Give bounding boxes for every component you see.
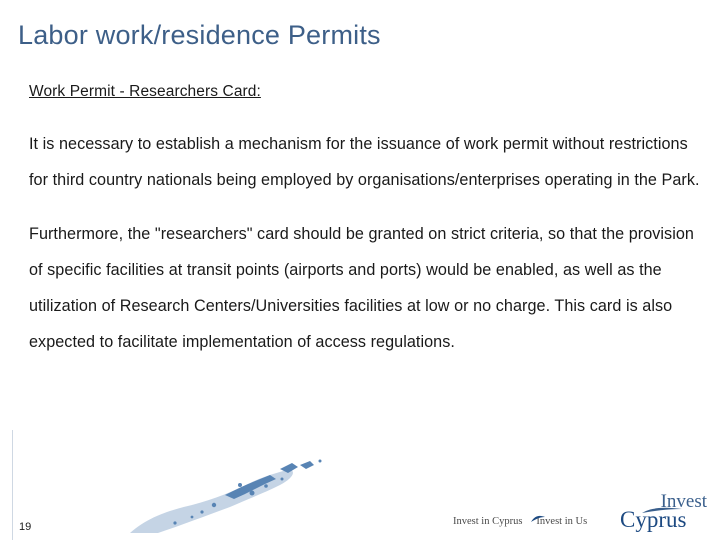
slide-content bbox=[29, 83, 701, 378]
page-number-divider bbox=[12, 430, 13, 540]
slide-title: Labor work/residence Permits bbox=[18, 20, 381, 50]
logo-bottom-text: Cyprus bbox=[620, 507, 687, 532]
logo-mark-icon bbox=[642, 507, 682, 515]
swoosh-icon bbox=[531, 514, 545, 524]
tagline-left: Invest in Cyprus bbox=[453, 516, 523, 527]
tagline-right: Invest in Us bbox=[536, 516, 588, 527]
map-of-cyprus-graphic bbox=[130, 455, 430, 540]
invest-cyprus-logo bbox=[620, 493, 715, 533]
section-subheading: Work Permit - Researchers Card: bbox=[29, 83, 261, 100]
paragraph-2: Furthermore, the "researchers" card should be granted on strict criteria, so that the provision of specific facilities at transit points (airports and ports) would be enabled, as well as the utilization of Research Centers/Universities facilities at low or no charge. This card is also expected to facilitate implementation of access regulations. bbox=[29, 225, 694, 351]
logo-top-text: Invest bbox=[660, 491, 707, 512]
page-number: 19 bbox=[19, 521, 32, 533]
footer-tagline bbox=[453, 516, 587, 527]
paragraph-1: It is necessary to establish a mechanism for the issuance of work permit without restrictions for third country nationals being employed by organisations/enterprises operating in the Park. bbox=[29, 135, 700, 189]
